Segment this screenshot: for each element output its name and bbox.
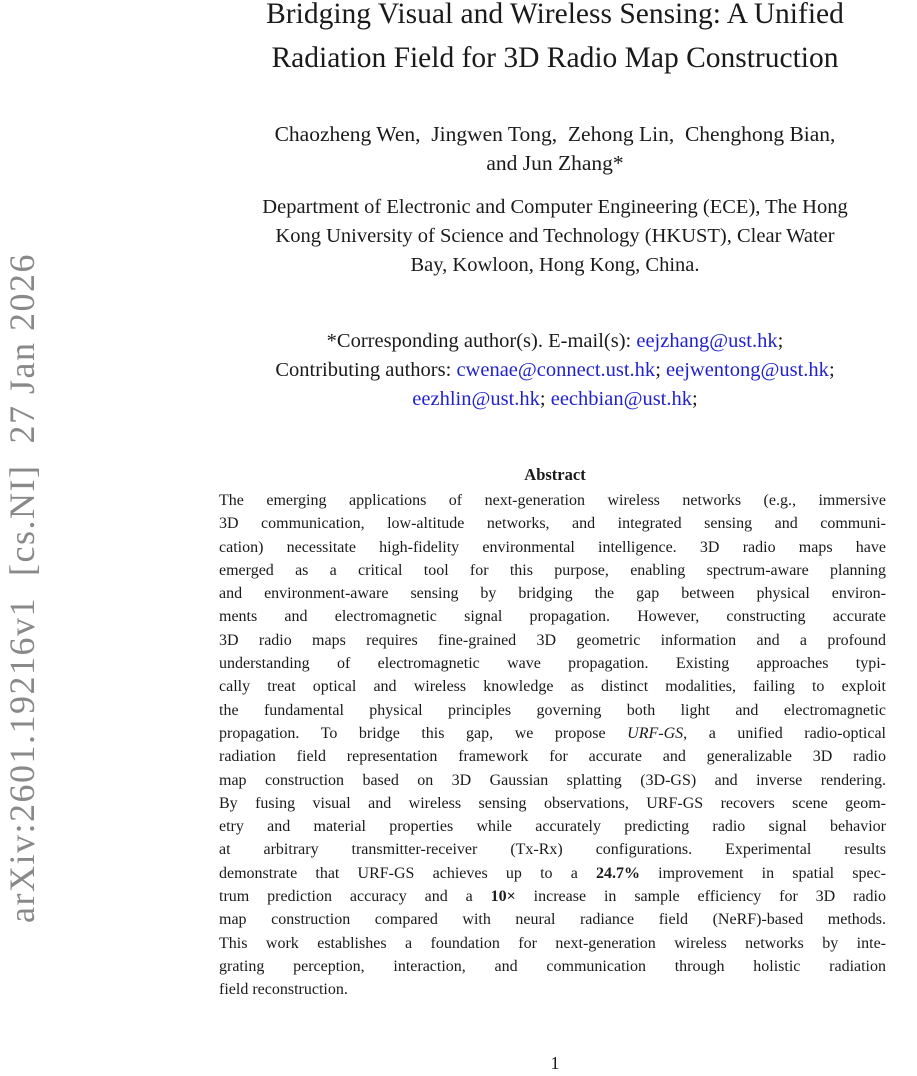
text-line: at arbitrary transmitter-receiver (Tx-Rx) configurations. Experimental results xyxy=(219,841,886,859)
text-line: Kong University of Science and Technology (HKUST), Clear Water xyxy=(275,225,835,247)
abstract-heading: Abstract xyxy=(524,465,586,484)
text-line: and Jun Zhang* xyxy=(486,150,624,175)
author-list xyxy=(193,120,917,177)
text-line: cally treat optical and wireless knowledge as distinct modalities, failing to exploit xyxy=(219,678,886,696)
text-line: grating perception, interaction, and communication through holistic radiation xyxy=(219,957,886,975)
text-line: trum prediction accuracy and a 10× increase in sample efficiency for 3D radio xyxy=(219,888,887,906)
abstract-body xyxy=(219,489,886,1002)
text-line: demonstrate that URF-GS achieves up to a 24.7% improvement in spatial spec- xyxy=(219,864,887,882)
text-line: cation) necessitate high-fidelity environmental intelligence. 3D radio maps have xyxy=(219,538,886,556)
email-link[interactable]: eejzhang@ust.hk xyxy=(636,330,778,352)
text-line: Department of Electronic and Computer Engineering (ECE), The Hong xyxy=(262,196,848,218)
content-column xyxy=(193,0,917,1076)
text-line: Bridging Visual and Wireless Sensing: A Unified xyxy=(266,0,844,30)
text-line: propagation. To bridge this gap, we propose URF-GS, a unified radio-optical xyxy=(219,724,886,742)
text-line: Radiation Field for 3D Radio Map Construction xyxy=(271,42,839,74)
email-block xyxy=(193,327,917,414)
email-link[interactable]: eezhlin@ust.hk xyxy=(412,388,540,410)
text-line: field reconstruction. xyxy=(219,981,348,999)
text-line: 3D communication, low-altitude networks, and integrated sensing and communi- xyxy=(219,515,886,533)
text-line: map construction compared with neural radiance field (NeRF)-based methods. xyxy=(219,911,886,929)
text-line: 3D radio maps requires fine-grained 3D geometric information and a profound xyxy=(219,631,886,649)
text-line: Contributing authors: cwenae@connect.ust.hk; eejwentong@ust.hk; xyxy=(275,359,835,381)
text-line: eezhlin@ust.hk; eechbian@ust.hk; xyxy=(412,388,698,410)
email-link[interactable]: eejwentong@ust.hk xyxy=(666,359,829,381)
text-line: Bay, Kowloon, Hong Kong, China. xyxy=(410,254,700,276)
email-link[interactable]: cwenae@connect.ust.hk xyxy=(456,359,656,381)
text-line: etry and material properties while accurately predicting radio signal behavior xyxy=(219,818,886,836)
affiliation xyxy=(193,193,917,280)
text-line: ments and electromagnetic signal propagation. However, constructing accurate xyxy=(219,608,886,626)
paper-title xyxy=(193,0,917,80)
text-line: the fundamental physical principles governing both light and electromagnetic xyxy=(219,701,886,719)
text-line: map construction based on 3D Gaussian splatting (3D-GS) and inverse rendering. xyxy=(219,771,886,789)
page-number: 1 xyxy=(550,1053,560,1073)
email-link[interactable]: eechbian@ust.hk xyxy=(550,388,693,410)
text-line: Chaozheng Wen, Jingwen Tong, Zehong Lin, Chenghong Bian, xyxy=(274,122,836,146)
text-line: By fusing visual and wireless sensing observations, URF-GS recovers scene geom- xyxy=(219,794,886,812)
text-line: This work establishes a foundation for next-generation wireless networks by inte- xyxy=(219,934,886,952)
text-line: emerged as a critical tool for this purpose, enabling spectrum-aware planning xyxy=(219,561,886,579)
text-line: radiation field representation framework for accurate and generalizable 3D radio xyxy=(219,748,886,766)
text-line: *Corresponding author(s). E-mail(s): eejzhang@ust.hk; xyxy=(326,330,784,352)
text-line: understanding of electromagnetic wave propagation. Existing approaches typi- xyxy=(219,655,886,673)
arxiv-watermark: arXiv:2601.19216v1 [cs.NI] 27 Jan 2026 xyxy=(2,253,42,923)
text-line: and environment-aware sensing by bridging the gap between physical environ- xyxy=(219,585,886,603)
text-line: The emerging applications of next-generation wireless networks (e.g., immersive xyxy=(219,492,886,509)
